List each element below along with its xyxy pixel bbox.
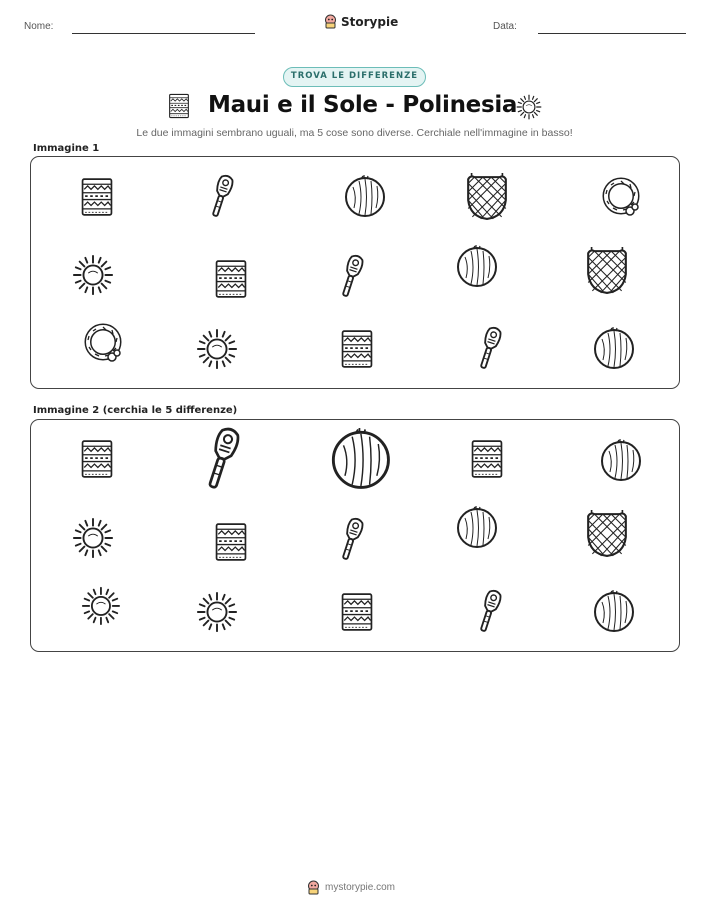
tapa-cloth-icon[interactable] bbox=[214, 520, 248, 568]
date-label: Data: bbox=[493, 21, 517, 32]
image1-panel bbox=[30, 156, 680, 389]
storypie-mascot-icon bbox=[307, 880, 320, 895]
sun-icon bbox=[196, 328, 238, 374]
tapa-cloth-icon[interactable] bbox=[80, 437, 114, 485]
coconut-icon bbox=[343, 175, 387, 223]
name-label: Nome: bbox=[24, 21, 54, 32]
title-tapa-icon bbox=[168, 93, 190, 123]
page-title: Maui e il Sole - Polinesia bbox=[208, 92, 518, 118]
name-input-line[interactable] bbox=[72, 33, 255, 34]
coconut-icon[interactable] bbox=[599, 439, 643, 487]
coconut-icon[interactable] bbox=[592, 590, 636, 638]
coconut-icon bbox=[455, 245, 499, 293]
footer bbox=[307, 880, 395, 895]
coconut-icon[interactable] bbox=[455, 506, 499, 554]
carved-club-icon bbox=[337, 253, 365, 305]
carved-club-icon bbox=[207, 173, 235, 225]
carved-club-icon[interactable] bbox=[201, 425, 242, 499]
sun-icon bbox=[72, 254, 114, 300]
fishing-net-icon[interactable] bbox=[584, 509, 630, 563]
carved-club-icon bbox=[475, 325, 503, 377]
brand-name: Storypie bbox=[341, 14, 399, 29]
coconut-icon bbox=[592, 327, 636, 375]
carved-club-icon[interactable] bbox=[337, 516, 365, 568]
coconut-icon[interactable] bbox=[329, 428, 393, 496]
image2-panel[interactable] bbox=[30, 419, 680, 652]
sun-icon[interactable] bbox=[72, 517, 114, 563]
tapa-cloth-icon[interactable] bbox=[340, 590, 374, 638]
activity-badge: TROVA LE DIFFERENZE bbox=[283, 67, 426, 87]
flower-lei-icon bbox=[599, 175, 643, 223]
footer-url: mystorypie.com bbox=[325, 882, 396, 893]
flower-lei-icon bbox=[81, 321, 125, 369]
fishing-net-icon bbox=[584, 246, 630, 300]
carved-club-icon[interactable] bbox=[475, 588, 503, 640]
instructions: Le due immagini sembrano uguali, ma 5 cose sono diverse. Cerchiale nell'immagine in basso! bbox=[136, 127, 573, 139]
image1-label: Immagine 1 bbox=[33, 143, 100, 154]
tapa-cloth-icon bbox=[214, 257, 248, 305]
fishing-net-icon bbox=[464, 172, 510, 226]
date-input-line[interactable] bbox=[538, 33, 686, 34]
storypie-mascot-icon bbox=[324, 14, 337, 29]
sun-icon[interactable] bbox=[81, 586, 121, 630]
brand-logo bbox=[324, 14, 398, 29]
sun-icon[interactable] bbox=[196, 591, 238, 637]
tapa-cloth-icon bbox=[80, 175, 114, 223]
tapa-cloth-icon[interactable] bbox=[470, 437, 504, 485]
tapa-cloth-icon bbox=[340, 327, 374, 375]
title-sun-icon bbox=[516, 94, 542, 124]
image2-label: Immagine 2 (cerchia le 5 differenze) bbox=[33, 405, 238, 416]
